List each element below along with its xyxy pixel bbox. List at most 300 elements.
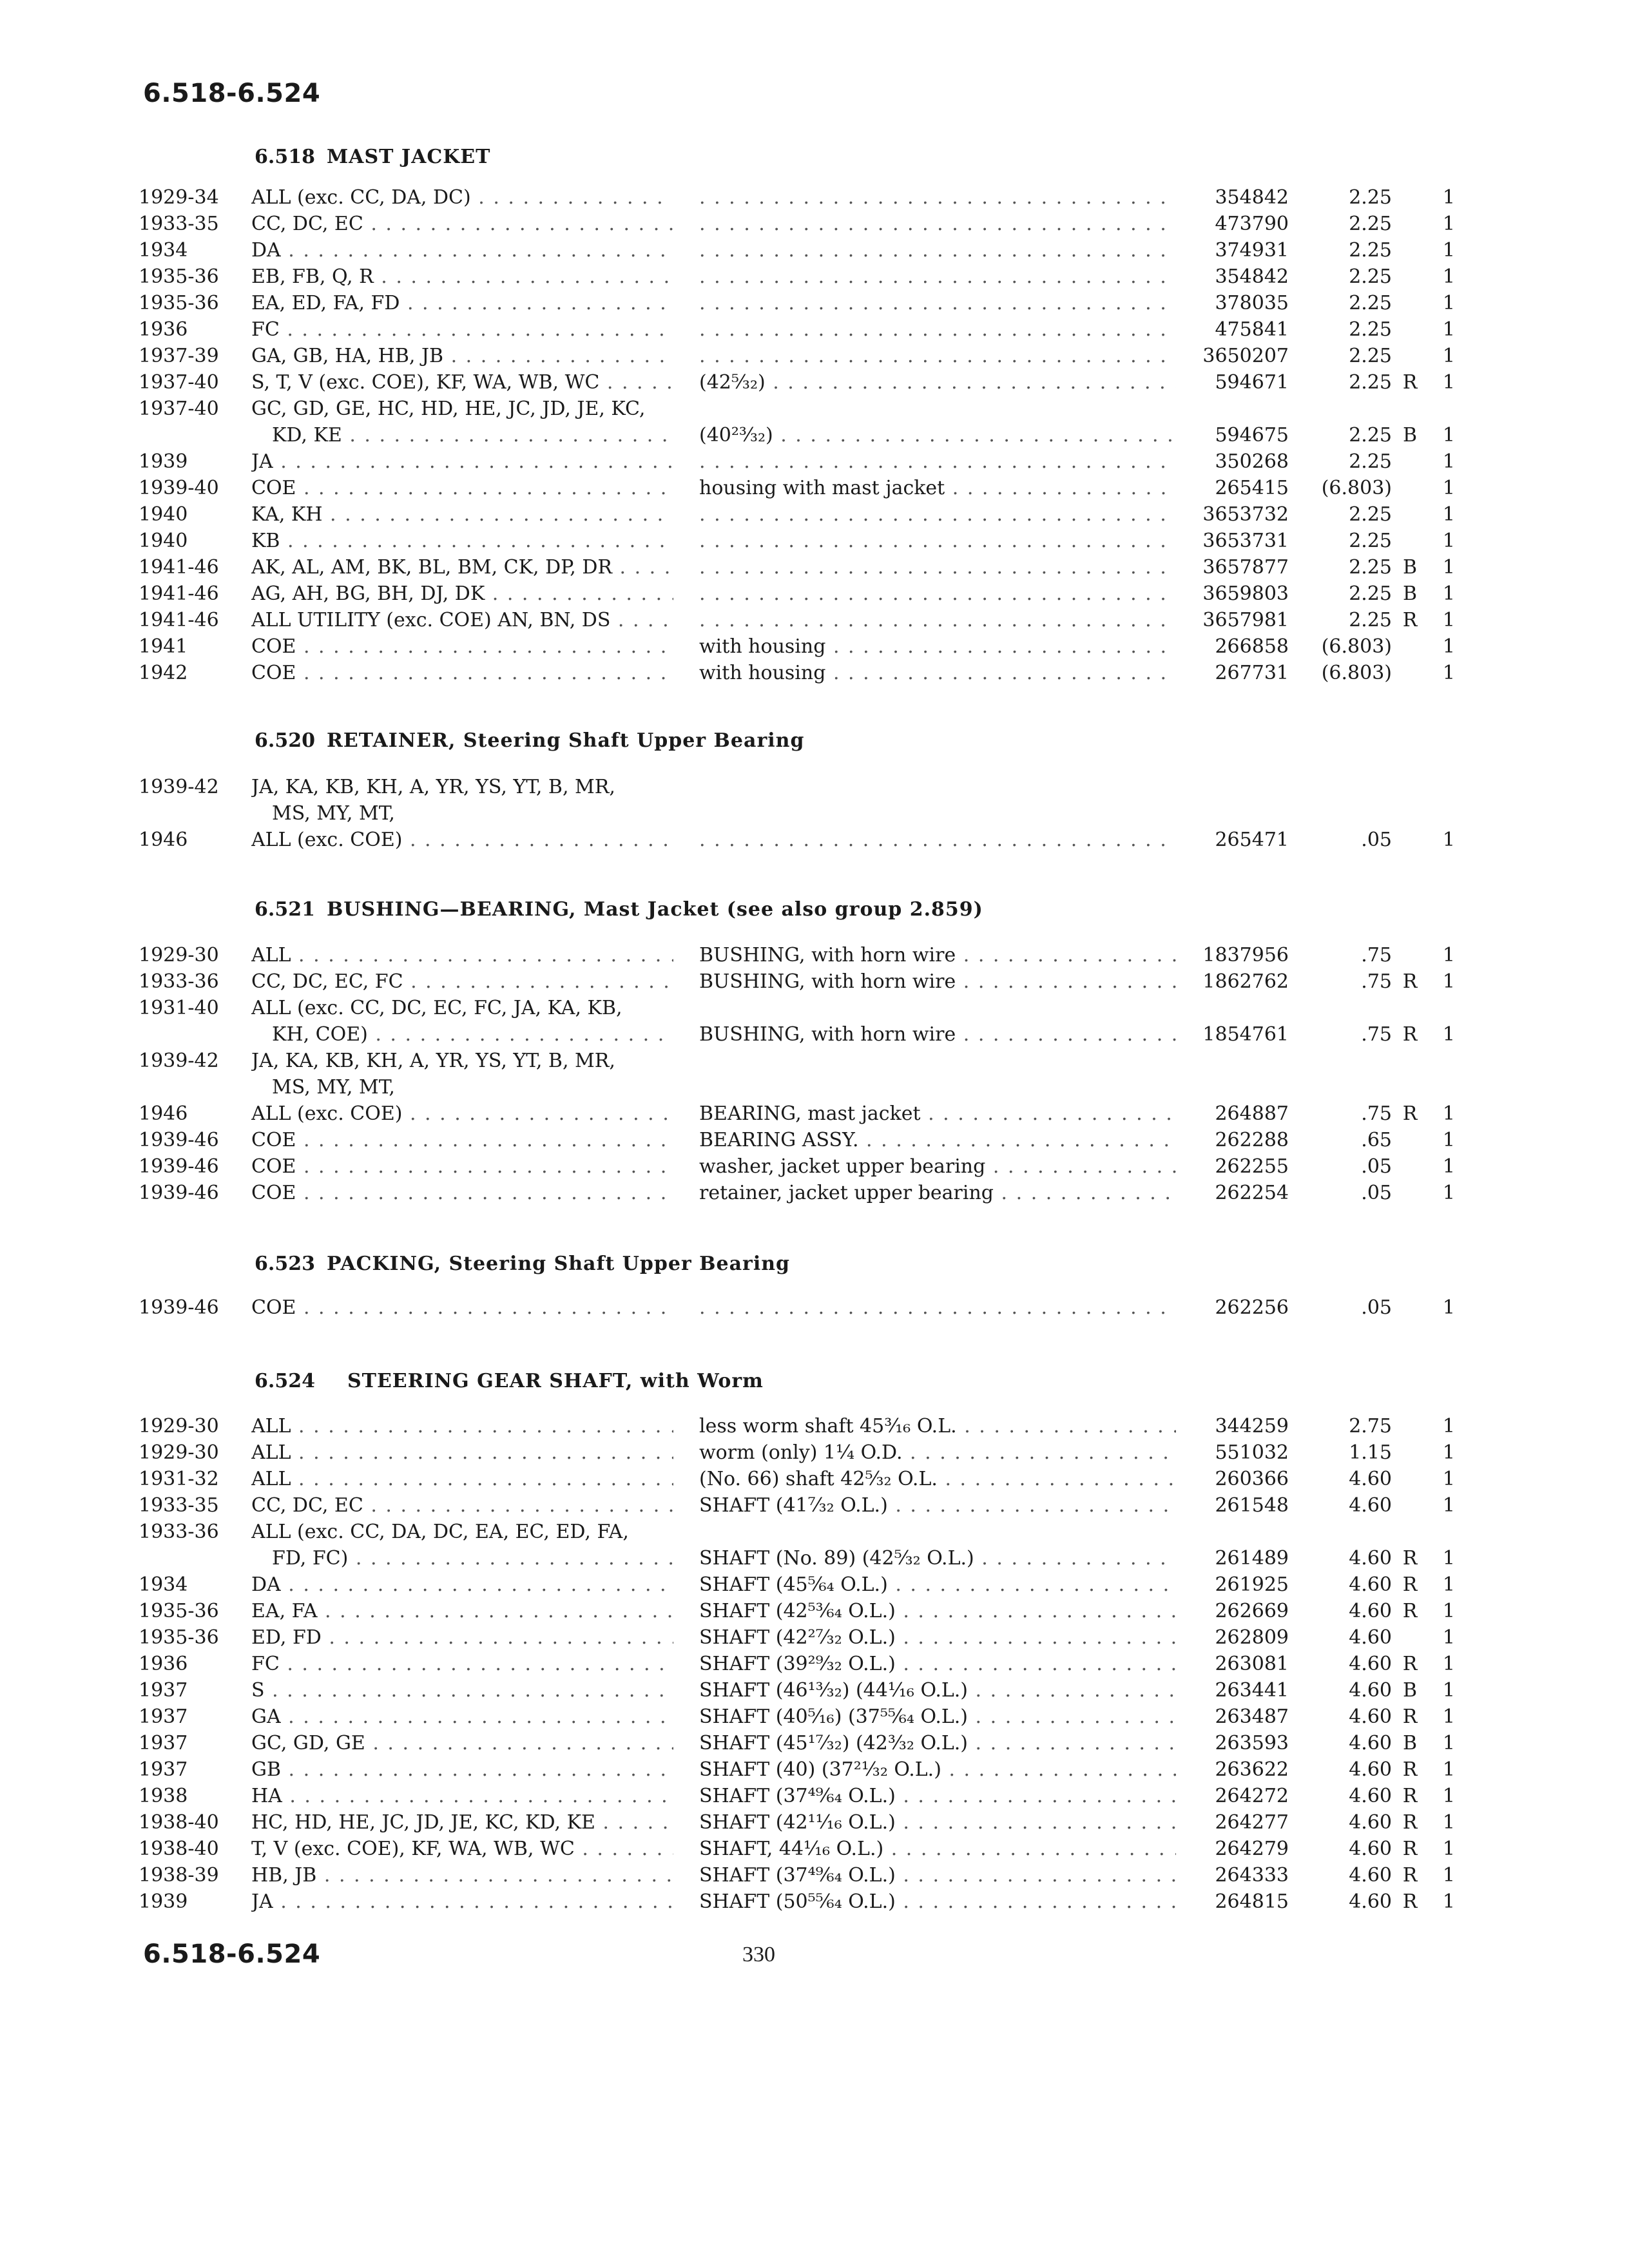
price-cell: .75 (1361, 1102, 1392, 1125)
quantity-cell: 1 (1442, 1811, 1455, 1834)
year-cell: 1939-46 (139, 1182, 219, 1204)
description-cell: washer, jacket upper bearing . . . (699, 1153, 1176, 1180)
models-cell: EB, FB, Q, R . . . (251, 264, 673, 290)
description-cell: BEARING, mast jacket . . . (699, 1100, 1176, 1127)
models-cell: HB, JB . . . (251, 1862, 673, 1888)
table-row (0, 1439, 1629, 1466)
part-number-cell: 262254 (1215, 1182, 1289, 1204)
price-cell: 4.60 (1349, 1732, 1392, 1754)
models-cell: GB . . . (251, 1756, 673, 1783)
models-cell: COE . . . (251, 660, 673, 686)
code-cell: R (1402, 1600, 1418, 1622)
quantity-cell: 1 (1442, 450, 1455, 473)
year-cell: 1936 (139, 318, 188, 341)
quantity-cell: 1 (1442, 829, 1455, 851)
table-row (0, 1413, 1629, 1439)
description-cell: SHAFT (45¹⁷⁄₃₂) (42³⁄₃₂ O.L.) . . . (699, 1730, 1176, 1756)
code-cell: B (1402, 424, 1418, 447)
price-cell: 2.25 (1349, 345, 1392, 367)
table-row (0, 1571, 1629, 1598)
code-cell: R (1402, 1864, 1418, 1887)
table-row (0, 1048, 1629, 1074)
code-cell: R (1402, 1838, 1418, 1860)
description-cell (699, 290, 1176, 316)
quantity-cell: 1 (1442, 1468, 1455, 1490)
year-cell: 1931-32 (139, 1468, 219, 1490)
table-row (0, 211, 1629, 237)
table-row (0, 1730, 1629, 1756)
code-cell: R (1402, 1758, 1418, 1781)
part-number-cell: 1837956 (1202, 944, 1289, 966)
year-cell: 1939-42 (139, 776, 219, 798)
year-cell: 1942 (139, 662, 188, 684)
table-row (0, 1862, 1629, 1888)
quantity-cell: 1 (1442, 477, 1455, 499)
code-cell: R (1402, 1653, 1418, 1675)
part-number-cell: 3657877 (1202, 556, 1289, 579)
models-cell: ALL (exc. CC, DA, DC) . . . (251, 184, 673, 211)
part-number-cell: 3650207 (1202, 345, 1289, 367)
quantity-cell: 1 (1442, 944, 1455, 966)
part-number-cell: 266858 (1215, 635, 1289, 658)
year-cell: 1939-46 (139, 1129, 219, 1151)
price-cell: 2.25 (1349, 450, 1392, 473)
part-number-cell: 475841 (1215, 318, 1289, 341)
price-cell: 4.60 (1349, 1679, 1392, 1702)
models-cell: GC, GD, GE . . . (251, 1730, 673, 1756)
part-number-cell: 473790 (1215, 213, 1289, 235)
description-cell: SHAFT (42²⁷⁄₃₂ O.L.) . . . (699, 1624, 1176, 1651)
models-cell: KD, KE . . . (251, 422, 673, 448)
models-cell: CC, DC, EC . . . (251, 211, 673, 237)
year-cell: 1939-46 (139, 1155, 219, 1178)
description-cell: SHAFT (46¹³⁄₃₂) (44¹⁄₁₆ O.L.) . . . (699, 1677, 1176, 1704)
code-cell: R (1402, 1811, 1418, 1834)
price-cell: 4.60 (1349, 1494, 1392, 1517)
price-cell: 2.25 (1349, 318, 1392, 341)
year-cell: 1935-36 (139, 265, 219, 288)
price-cell: 4.60 (1349, 1758, 1392, 1781)
table-row (0, 995, 1629, 1021)
price-cell: (6.803) (1321, 635, 1392, 658)
quantity-cell: 1 (1442, 609, 1455, 631)
section-number: 6.524 (255, 1370, 315, 1392)
models-cell: CC, DC, EC . . . (251, 1492, 673, 1519)
part-number-cell: 264279 (1215, 1838, 1289, 1860)
year-cell: 1937 (139, 1706, 188, 1728)
description-cell: BEARING ASSY. . . . (699, 1127, 1176, 1153)
quantity-cell: 1 (1442, 1890, 1455, 1913)
models-cell: ALL . . . (251, 1439, 673, 1466)
models-cell: DA . . . (251, 237, 673, 264)
section-title (255, 727, 804, 755)
models-cell: FC . . . (251, 316, 673, 343)
year-cell: 1939-40 (139, 477, 219, 499)
table-row (0, 1153, 1629, 1180)
price-cell: 2.25 (1349, 292, 1392, 314)
part-number-cell: 262669 (1215, 1600, 1289, 1622)
table-row (0, 1492, 1629, 1519)
price-cell: 4.60 (1349, 1547, 1392, 1570)
section-name: PACKING, Steering Shaft Upper Bearing (326, 1253, 791, 1275)
table-row (0, 1809, 1629, 1836)
code-cell: R (1402, 1706, 1418, 1728)
quantity-cell: 1 (1442, 1838, 1455, 1860)
section-title (255, 143, 490, 171)
models-cell: T, V (exc. COE), KF, WA, WB, WC . . . (251, 1836, 673, 1862)
year-cell: 1929-30 (139, 944, 219, 966)
price-cell: 4.60 (1349, 1468, 1392, 1490)
description-cell: SHAFT (39²⁹⁄₃₂ O.L.) . . . (699, 1651, 1176, 1677)
table-row (0, 396, 1629, 422)
table-row (0, 501, 1629, 528)
table-row (0, 290, 1629, 316)
models-cell: EA, FA . . . (251, 1598, 673, 1624)
description-cell (699, 607, 1176, 633)
year-cell: 1941-46 (139, 582, 219, 605)
part-number-cell: 261925 (1215, 1573, 1289, 1596)
models-cell: ALL (exc. CC, DC, EC, FC, JA, KA, KB, (251, 997, 622, 1019)
year-cell: 1937 (139, 1732, 188, 1754)
code-cell: R (1402, 1102, 1418, 1125)
part-number-cell: 3653732 (1202, 503, 1289, 526)
price-cell: .75 (1361, 970, 1392, 993)
price-cell: .05 (1361, 1182, 1392, 1204)
description-cell (699, 827, 1176, 853)
table-row (0, 316, 1629, 343)
code-cell: R (1402, 970, 1418, 993)
year-cell: 1937-39 (139, 345, 219, 367)
year-cell: 1946 (139, 1102, 188, 1125)
table-row (0, 1021, 1629, 1048)
price-cell: 4.60 (1349, 1600, 1392, 1622)
models-cell: ALL (exc. CC, DA, DC, EA, EC, ED, FA, (251, 1521, 629, 1543)
price-cell: 2.25 (1349, 503, 1392, 526)
models-cell: JA . . . (251, 448, 673, 475)
part-number-cell: 263441 (1215, 1679, 1289, 1702)
table-row (0, 422, 1629, 448)
part-number-cell: 267731 (1215, 662, 1289, 684)
part-number-cell: 1862762 (1202, 970, 1289, 993)
quantity-cell: 1 (1442, 345, 1455, 367)
quantity-cell: 1 (1442, 292, 1455, 314)
year-cell: 1935-36 (139, 1626, 219, 1649)
quantity-cell: 1 (1442, 1415, 1455, 1437)
year-cell: 1937-40 (139, 398, 219, 420)
section-number: 6.521 (255, 898, 315, 921)
models-cell: DA . . . (251, 1571, 673, 1598)
quantity-cell: 1 (1442, 318, 1455, 341)
part-number-cell: 594675 (1215, 424, 1289, 447)
description-cell: SHAFT (40⁵⁄₁₆) (37⁵⁵⁄₆₄ O.L.) . . . (699, 1704, 1176, 1730)
year-cell: 1929-30 (139, 1415, 219, 1437)
year-cell: 1938-40 (139, 1811, 219, 1834)
quantity-cell: 1 (1442, 1573, 1455, 1596)
price-cell: 4.60 (1349, 1864, 1392, 1887)
section-name: MAST JACKET (326, 146, 491, 168)
year-cell: 1937 (139, 1679, 188, 1702)
part-number-cell: 344259 (1215, 1415, 1289, 1437)
description-cell: (No. 66) shaft 42⁵⁄₃₂ O.L. . . . (699, 1466, 1176, 1492)
quantity-cell: 1 (1442, 970, 1455, 993)
price-cell: 4.60 (1349, 1785, 1392, 1807)
table-row (0, 1519, 1629, 1545)
models-cell: HA . . . (251, 1783, 673, 1809)
table-row (0, 528, 1629, 554)
models-cell: KB . . . (251, 528, 673, 554)
part-number-cell: 551032 (1215, 1441, 1289, 1464)
year-cell: 1929-30 (139, 1441, 219, 1464)
description-cell: with housing . . . (699, 633, 1176, 660)
models-cell: ALL (exc. COE) . . . (251, 1100, 673, 1127)
description-cell (699, 316, 1176, 343)
table-row (0, 1466, 1629, 1492)
models-cell: MS, MY, MT, (272, 802, 395, 825)
models-cell: GC, GD, GE, HC, HD, HE, JC, JD, JE, KC, (251, 398, 646, 420)
description-cell: housing with mast jacket . . . (699, 475, 1176, 501)
price-cell: .65 (1361, 1129, 1392, 1151)
part-number-cell: 260366 (1215, 1468, 1289, 1490)
table-row (0, 581, 1629, 607)
models-cell: GA . . . (251, 1704, 673, 1730)
code-cell: R (1402, 609, 1418, 631)
year-cell: 1933-35 (139, 1494, 219, 1517)
description-cell (699, 1294, 1176, 1321)
table-row (0, 774, 1629, 800)
table-row (0, 942, 1629, 968)
quantity-cell: 1 (1442, 1023, 1455, 1046)
part-number-cell: 263081 (1215, 1653, 1289, 1675)
code-cell: B (1402, 1679, 1418, 1702)
models-cell: ED, FD . . . (251, 1624, 673, 1651)
part-number-cell: 263593 (1215, 1732, 1289, 1754)
price-cell: .75 (1361, 1023, 1392, 1046)
section-name: RETAINER, Steering Shaft Upper Bearing (326, 729, 805, 752)
code-cell: R (1402, 1547, 1418, 1570)
part-number-cell: 3659803 (1202, 582, 1289, 605)
year-cell: 1939 (139, 450, 188, 473)
table-row (0, 369, 1629, 396)
table-row (0, 800, 1629, 827)
part-number-cell: 3657981 (1202, 609, 1289, 631)
table-row (0, 1598, 1629, 1624)
models-cell: COE . . . (251, 1294, 673, 1321)
year-cell: 1935-36 (139, 292, 219, 314)
part-number-cell: 262255 (1215, 1155, 1289, 1178)
table-row (0, 1783, 1629, 1809)
models-cell: FD, FC) . . . (251, 1545, 673, 1571)
quantity-cell: 1 (1442, 503, 1455, 526)
table-row (0, 1704, 1629, 1730)
models-cell: JA . . . (251, 1888, 673, 1915)
models-cell: EA, ED, FA, FD . . . (251, 290, 673, 316)
description-cell: SHAFT, 44¹⁄₁₆ O.L.) . . . (699, 1836, 1176, 1862)
description-cell: with housing . . . (699, 660, 1176, 686)
price-cell: (6.803) (1321, 477, 1392, 499)
price-cell: 2.25 (1349, 265, 1392, 288)
table-row (0, 264, 1629, 290)
code-cell: R (1402, 371, 1418, 394)
models-cell: GA, GB, HA, HB, JB . . . (251, 343, 673, 369)
description-cell: retainer, jacket upper bearing . . . (699, 1180, 1176, 1206)
part-number-cell: 264815 (1215, 1890, 1289, 1913)
table-row (0, 607, 1629, 633)
code-cell: B (1402, 1732, 1418, 1754)
models-cell: FC . . . (251, 1651, 673, 1677)
part-number-cell: 264887 (1215, 1102, 1289, 1125)
quantity-cell: 1 (1442, 635, 1455, 658)
section-number: 6.518 (255, 146, 315, 168)
year-cell: 1938 (139, 1785, 188, 1807)
year-cell: 1936 (139, 1653, 188, 1675)
models-cell: CC, DC, EC, FC . . . (251, 968, 673, 995)
price-cell: 2.25 (1349, 609, 1392, 631)
table-row (0, 1294, 1629, 1321)
description-cell: worm (only) 1¹⁄₄ O.D. . . . (699, 1439, 1176, 1466)
year-cell: 1941 (139, 635, 188, 658)
description-cell: less worm shaft 45³⁄₁₆ O.L. . . . (699, 1413, 1176, 1439)
models-cell: ALL . . . (251, 942, 673, 968)
price-cell: 1.15 (1349, 1441, 1392, 1464)
year-cell: 1931-40 (139, 997, 219, 1019)
description-cell: SHAFT (45⁵⁄₆₄ O.L.) . . . (699, 1571, 1176, 1598)
quantity-cell: 1 (1442, 1679, 1455, 1702)
page-number: 330 (742, 1943, 775, 1966)
quantity-cell: 1 (1442, 1626, 1455, 1649)
year-cell: 1946 (139, 829, 188, 851)
year-cell: 1933-35 (139, 213, 219, 235)
part-number-cell: 264277 (1215, 1811, 1289, 1834)
table-row (0, 475, 1629, 501)
year-cell: 1940 (139, 530, 188, 552)
description-cell (699, 581, 1176, 607)
description-cell (699, 448, 1176, 475)
price-cell: (6.803) (1321, 662, 1392, 684)
models-cell: KH, COE) . . . (251, 1021, 673, 1048)
description-cell: BUSHING, with horn wire . . . (699, 942, 1176, 968)
price-cell: 2.25 (1349, 424, 1392, 447)
part-number-cell: 261489 (1215, 1547, 1289, 1570)
part-number-cell: 374931 (1215, 239, 1289, 262)
part-number-cell: 265471 (1215, 829, 1289, 851)
models-cell: COE . . . (251, 1127, 673, 1153)
part-number-cell: 378035 (1215, 292, 1289, 314)
quantity-cell: 1 (1442, 265, 1455, 288)
section-title (255, 1367, 764, 1396)
table-row (0, 1545, 1629, 1571)
part-number-cell: 264272 (1215, 1785, 1289, 1807)
quantity-cell: 1 (1442, 1155, 1455, 1178)
price-cell: 2.75 (1349, 1415, 1392, 1437)
page-range-header: 6.518-6.524 (143, 79, 321, 108)
quantity-cell: 1 (1442, 1441, 1455, 1464)
section-name: STEERING GEAR SHAFT, with Worm (347, 1370, 764, 1392)
description-cell (699, 184, 1176, 211)
models-cell: AG, AH, BG, BH, DJ, DK . . . (251, 581, 673, 607)
price-cell: 2.25 (1349, 371, 1392, 394)
price-cell: .75 (1361, 944, 1392, 966)
description-cell: SHAFT (37⁴⁹⁄₆₄ O.L.) . . . (699, 1862, 1176, 1888)
quantity-cell: 1 (1442, 530, 1455, 552)
quantity-cell: 1 (1442, 1732, 1455, 1754)
models-cell: ALL . . . (251, 1413, 673, 1439)
part-number-cell: 263487 (1215, 1706, 1289, 1728)
price-cell: 4.60 (1349, 1811, 1392, 1834)
code-cell: B (1402, 582, 1418, 605)
code-cell: R (1402, 1573, 1418, 1596)
price-cell: .05 (1361, 829, 1392, 851)
description-cell (699, 211, 1176, 237)
description-cell (699, 501, 1176, 528)
models-cell: JA, KA, KB, KH, A, YR, YS, YT, B, MR, (251, 776, 615, 798)
part-number-cell: 265415 (1215, 477, 1289, 499)
year-cell: 1939-46 (139, 1296, 219, 1319)
models-cell: HC, HD, HE, JC, JD, JE, KC, KD, KE . . . (251, 1809, 673, 1836)
description-cell: SHAFT (42¹¹⁄₁₆ O.L.) . . . (699, 1809, 1176, 1836)
part-number-cell: 262288 (1215, 1129, 1289, 1151)
price-cell: 2.25 (1349, 239, 1392, 262)
page-range-footer: 6.518-6.524 (143, 1939, 321, 1969)
quantity-cell: 1 (1442, 1296, 1455, 1319)
description-cell: SHAFT (40) (37²¹⁄₃₂ O.L.) . . . (699, 1756, 1176, 1783)
year-cell: 1938-39 (139, 1864, 219, 1887)
quantity-cell: 1 (1442, 186, 1455, 209)
price-cell: 2.25 (1349, 530, 1392, 552)
section-title (255, 1250, 790, 1278)
year-cell: 1939-42 (139, 1050, 219, 1072)
year-cell: 1937 (139, 1758, 188, 1781)
description-cell (699, 264, 1176, 290)
quantity-cell: 1 (1442, 1706, 1455, 1728)
table-row (0, 237, 1629, 264)
description-cell: SHAFT (50⁵⁵⁄₆₄ O.L.) . . . (699, 1888, 1176, 1915)
table-row (0, 1074, 1629, 1100)
models-cell: COE . . . (251, 1180, 673, 1206)
price-cell: 2.25 (1349, 213, 1392, 235)
models-cell: COE . . . (251, 1153, 673, 1180)
year-cell: 1941-46 (139, 556, 219, 579)
code-cell: R (1402, 1785, 1418, 1807)
quantity-cell: 1 (1442, 1494, 1455, 1517)
quantity-cell: 1 (1442, 662, 1455, 684)
quantity-cell: 1 (1442, 1600, 1455, 1622)
part-number-cell: 261548 (1215, 1494, 1289, 1517)
year-cell: 1934 (139, 239, 188, 262)
models-cell: ALL (exc. COE) . . . (251, 827, 673, 853)
description-cell (699, 237, 1176, 264)
models-cell: MS, MY, MT, (272, 1076, 395, 1099)
description-cell (699, 554, 1176, 581)
price-cell: 2.25 (1349, 556, 1392, 579)
quantity-cell: 1 (1442, 239, 1455, 262)
models-cell: COE . . . (251, 475, 673, 501)
part-number-cell: 262809 (1215, 1626, 1289, 1649)
table-row (0, 1624, 1629, 1651)
models-cell: S, T, V (exc. COE), KF, WA, WB, WC . . . (251, 369, 673, 396)
price-cell: 2.25 (1349, 582, 1392, 605)
price-cell: 4.60 (1349, 1706, 1392, 1728)
year-cell: 1935-36 (139, 1600, 219, 1622)
part-number-cell: 263622 (1215, 1758, 1289, 1781)
models-cell: ALL UTILITY (exc. COE) AN, BN, DS . . . (251, 607, 673, 633)
table-row (0, 343, 1629, 369)
price-cell: .05 (1361, 1155, 1392, 1178)
models-cell: KA, KH . . . (251, 501, 673, 528)
models-cell: AK, AL, AM, BK, BL, BM, CK, DP, DR . . . (251, 554, 673, 581)
price-cell: 4.60 (1349, 1626, 1392, 1649)
part-number-cell: 354842 (1215, 186, 1289, 209)
quantity-cell: 1 (1442, 1182, 1455, 1204)
